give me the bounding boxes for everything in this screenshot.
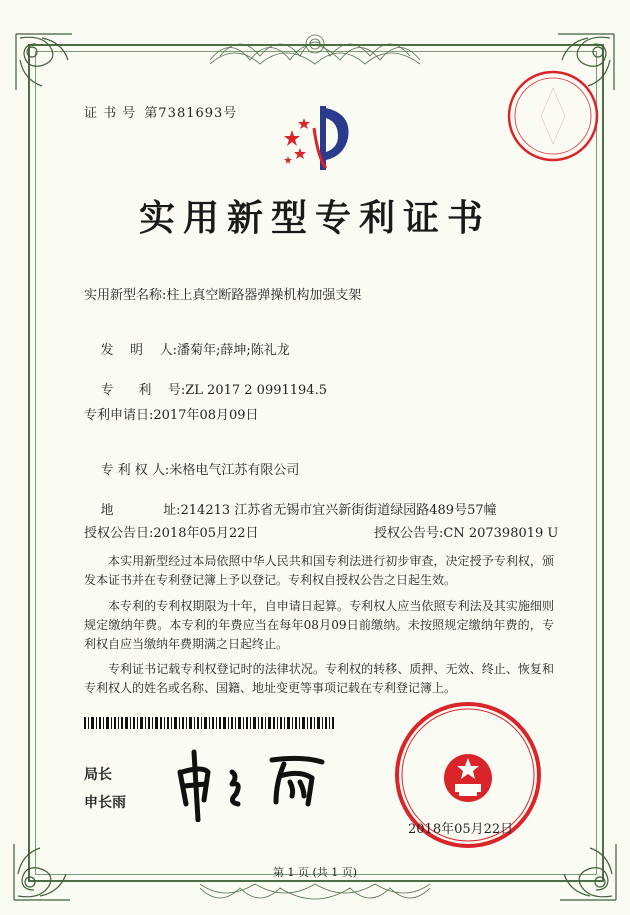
top-guilloche-ornament xyxy=(210,30,420,68)
utility-model-name-field xyxy=(84,284,361,303)
field-value: 2017年08月09日 xyxy=(153,408,259,423)
barcode xyxy=(84,717,334,729)
field-label: 专利申请日: xyxy=(84,408,154,423)
seal-date: 2018年05月22日 xyxy=(408,822,514,837)
tax-stamp-seal xyxy=(505,68,601,164)
field-label: 发 明 人: xyxy=(100,343,177,358)
bottom-guilloche-ornament xyxy=(200,880,430,910)
grant-number-field xyxy=(374,522,558,541)
certificate-number-label: 证 书 号 xyxy=(84,106,137,121)
director-title: 局长 xyxy=(84,767,112,783)
field-value: 潘菊年;薛坤;陈礼龙 xyxy=(176,343,290,358)
certificate-title: 实用新型专利证书 xyxy=(138,197,491,239)
field-label: 授权公告号: xyxy=(374,526,444,541)
page-footer: 第 1 页 (共 1 页) xyxy=(272,866,358,879)
director-handwritten-signature xyxy=(172,742,342,822)
grant-date-field xyxy=(84,522,259,541)
filing-date-field xyxy=(84,404,259,423)
certificate-number xyxy=(84,102,240,121)
field-value: ZL 2017 2 0991194.5 xyxy=(185,383,327,398)
field-label: 专 利 号: xyxy=(100,383,186,398)
paragraph-legal-status: 专利证书记载专利权登记时的法律状况。专利权的转移、质押、无效、终止、恢复和专利权人的姓名或名称、国籍、地址变更等事项记载在专利登记簿上。 xyxy=(84,662,554,695)
patent-office-emblem-icon xyxy=(278,98,358,178)
certificate-number-value: 第7381693号 xyxy=(144,106,238,121)
field-value: 柱上真空断路器弹操机构加强支架 xyxy=(166,288,362,303)
paragraph-term-statement: 本专利的专利权期限为十年，自申请日起算。专利权人应当依照专利法及其实施细则规定缴纳年费。本专利的年费应当在每年08月09日前缴纳。未按照规定缴纳年费的，专利权自应当缴纳年费期满之日起终止。 xyxy=(84,599,554,651)
field-value: 214213 江苏省无锡市宜兴新街街道绿园路489号57幢 xyxy=(180,503,497,518)
field-label: 地 址: xyxy=(100,503,181,518)
field-value: 米格电气江苏有限公司 xyxy=(169,463,300,478)
director-name: 申长雨 xyxy=(84,795,126,811)
field-value: CN 207398019 U xyxy=(443,526,559,541)
field-label: 实用新型名称: xyxy=(84,288,167,303)
field-label: 授权公告日: xyxy=(84,526,154,541)
field-value: 2018年05月22日 xyxy=(153,526,259,541)
paragraph-grant-statement: 本实用新型经过本局依照中华人民共和国专利法进行初步审查，决定授予专利权，颁发本证书并在专利登记簿上予以登记。专利权自授权公告之日起生效。 xyxy=(84,554,554,587)
field-label: 专 利 权 人: xyxy=(100,463,170,478)
corner-ornament xyxy=(12,30,76,94)
